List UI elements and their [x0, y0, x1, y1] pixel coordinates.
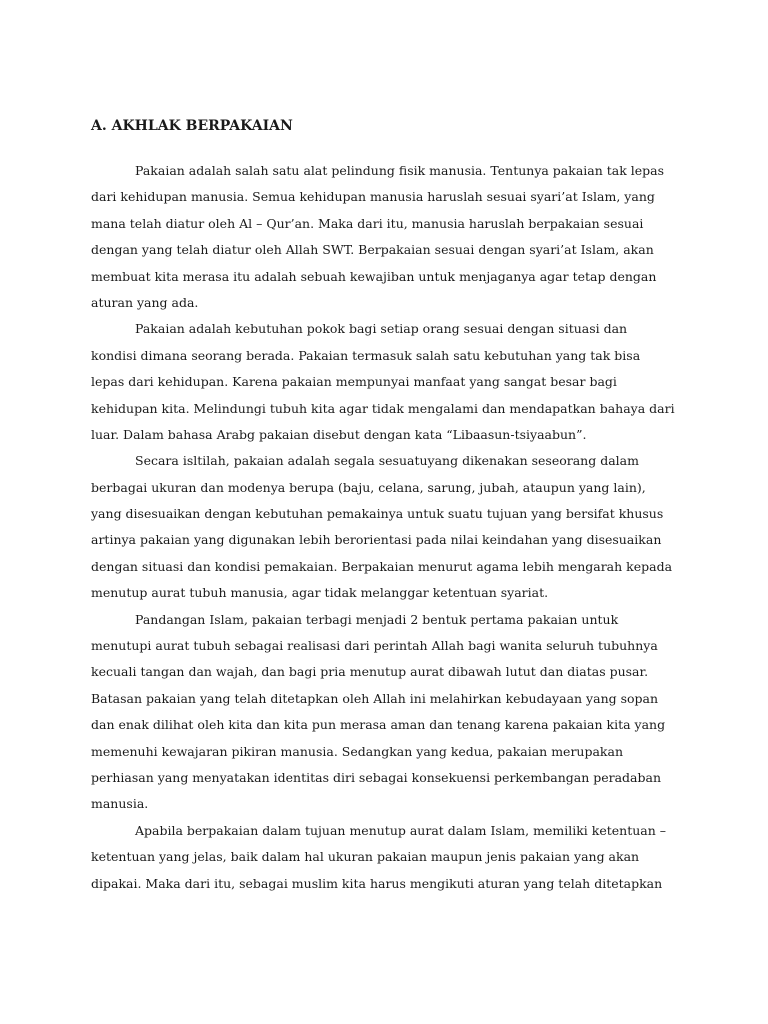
- text-line: dengan yang telah diatur oleh Allah SWT. Berpakaian sesuai dengan syari’at Islam, akan: [91, 242, 654, 258]
- text-line: kondisi dimana seorang berada. Pakaian termasuk salah satu kebutuhan yang tak bisa: [91, 347, 641, 363]
- text-line: manusia.: [91, 796, 149, 812]
- text-line: ketentuan yang jelas, baik dalam hal ukuran pakaian maupun jenis pakaian yang akan: [91, 849, 640, 865]
- text-line: dan enak dilihat oleh kita dan kita pun merasa aman dan tenang karena pakaian kita yang: [91, 717, 666, 733]
- text-line: Batasan pakaian yang telah ditetapkan oleh Allah ini melahirkan kebudayaan yang sopan: [91, 690, 659, 706]
- text-line: dipakai. Maka dari itu, sebagai muslim kita harus mengikuti aturan yang telah ditetapkan: [91, 875, 663, 891]
- text-line: kecuali tangan dan wajah, dan bagi pria menutup aurat dibawah lutut dan diatas pusar.: [91, 664, 649, 680]
- text-line: menutup aurat tubuh manusia, agar tidak melanggar ketentuan syariat.: [91, 585, 549, 601]
- text-line: Apabila berpakaian dalam tujuan menutup aurat dalam Islam, memiliki ketentuan –: [135, 822, 666, 838]
- text-line: memenuhi kewajaran pikiran manusia. Sedangkan yang kedua, pakaian merupakan: [91, 743, 624, 759]
- section-heading: A. AKHLAK BERPAKAIAN: [91, 118, 293, 134]
- text-line: Pandangan Islam, pakaian terbagi menjadi 2 bentuk pertama pakaian untuk: [135, 611, 619, 627]
- text-line: berbagai ukuran dan modenya berupa (baju, celana, sarung, jubah, ataupun yang lain),: [91, 479, 646, 495]
- text-line: dari kehidupan manusia. Semua kehidupan manusia haruslah sesuai syari’at Islam, yang: [91, 189, 655, 205]
- text-line: kehidupan kita. Melindungi tubuh kita agar tidak mengalami dan mendapatkan bahaya dari: [91, 400, 675, 416]
- body-text: [91, 158, 681, 897]
- text-line: perhiasan yang menyatakan identitas diri sebagai konsekuensi perkembangan peradaban: [91, 769, 662, 785]
- text-line: membuat kita merasa itu adalah sebuah kewajiban untuk menjaganya agar tetap dengan: [91, 268, 657, 284]
- text-line: dengan situasi dan kondisi pemakaian. Berpakaian menurut agama lebih mengarah kepada: [91, 558, 673, 574]
- text-line: artinya pakaian yang digunakan lebih berorientasi pada nilai keindahan yang disesuaikan: [91, 532, 662, 548]
- text-line: lepas dari kehidupan. Karena pakaian mempunyai manfaat yang sangat besar bagi: [91, 374, 617, 390]
- text-line: Pakaian adalah kebutuhan pokok bagi setiap orang sesuai dengan situasi dan: [135, 321, 628, 337]
- text-line: Secara isltilah, pakaian adalah segala sesuatuyang dikenakan seseorang dalam: [135, 453, 639, 469]
- text-line: mana telah diatur oleh Al – Qur’an. Maka dari itu, manusia haruslah berpakaian sesuai: [91, 215, 644, 231]
- text-line: Pakaian adalah salah satu alat pelindung fisik manusia. Tentunya pakaian tak lepas: [135, 163, 665, 178]
- text-line: aturan yang ada.: [91, 294, 199, 310]
- text-line: yang disesuaikan dengan kebutuhan pemakainya untuk suatu tujuan yang bersifat khusus: [91, 506, 664, 522]
- text-line: luar. Dalam bahasa Arabg pakaian disebut dengan kata “Libaasun-tsiyaabun”.: [91, 426, 587, 442]
- text-line: menutupi aurat tubuh sebagai realisasi dari perintah Allah bagi wanita seluruh tubuhnya: [91, 638, 658, 654]
